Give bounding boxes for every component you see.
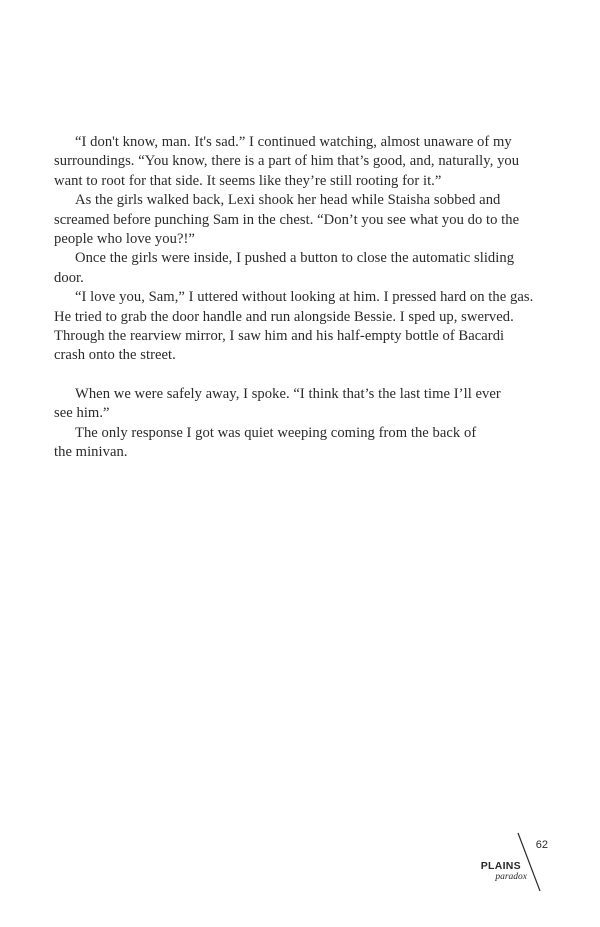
text-line: Through the rearview mirror, I saw him and his half-empty bottle of Bacardi	[54, 327, 505, 344]
text-line	[54, 366, 554, 385]
text-line: see him.”	[54, 405, 110, 422]
text-line: As the girls walked back, Lexi shook her head while Staisha sobbed and	[75, 192, 501, 209]
text-line: “I love you, Sam,” I uttered without looking at him. I pressed hard on the gas.	[75, 289, 534, 306]
text-line: When we were safely away, I spoke. “I think that’s the last time I’ll ever	[75, 386, 501, 403]
story-text	[54, 133, 554, 463]
text-line: The only response I got was quiet weeping coming from the back of	[75, 424, 477, 441]
text-line: want to root for that side. It seems like they’re still rooting for it.”	[54, 172, 442, 189]
text-line: “I don't know, man. It's sad.” I continued watching, almost unaware of my	[75, 134, 512, 150]
page-number: 62	[535, 839, 548, 851]
text-line: door.	[54, 269, 84, 286]
footer-logo	[428, 827, 548, 897]
text-line: people who love you?!”	[54, 230, 195, 247]
text-line: the minivan.	[54, 444, 128, 461]
text-line: He tried to grab the door handle and run alongside Bessie. I sped up, swerved.	[54, 308, 514, 325]
logo-paradox: paradox	[495, 872, 527, 882]
logo-plains: PLAINS	[480, 860, 521, 872]
text-line: surroundings. “You know, there is a part of him that’s good, and, naturally, you	[54, 153, 520, 170]
text-line: screamed before punching Sam in the chest. “Don’t you see what you do to the	[54, 211, 520, 228]
text-line: Once the girls were inside, I pushed a button to close the automatic sliding	[75, 250, 515, 267]
text-line: crash onto the street.	[54, 347, 176, 364]
